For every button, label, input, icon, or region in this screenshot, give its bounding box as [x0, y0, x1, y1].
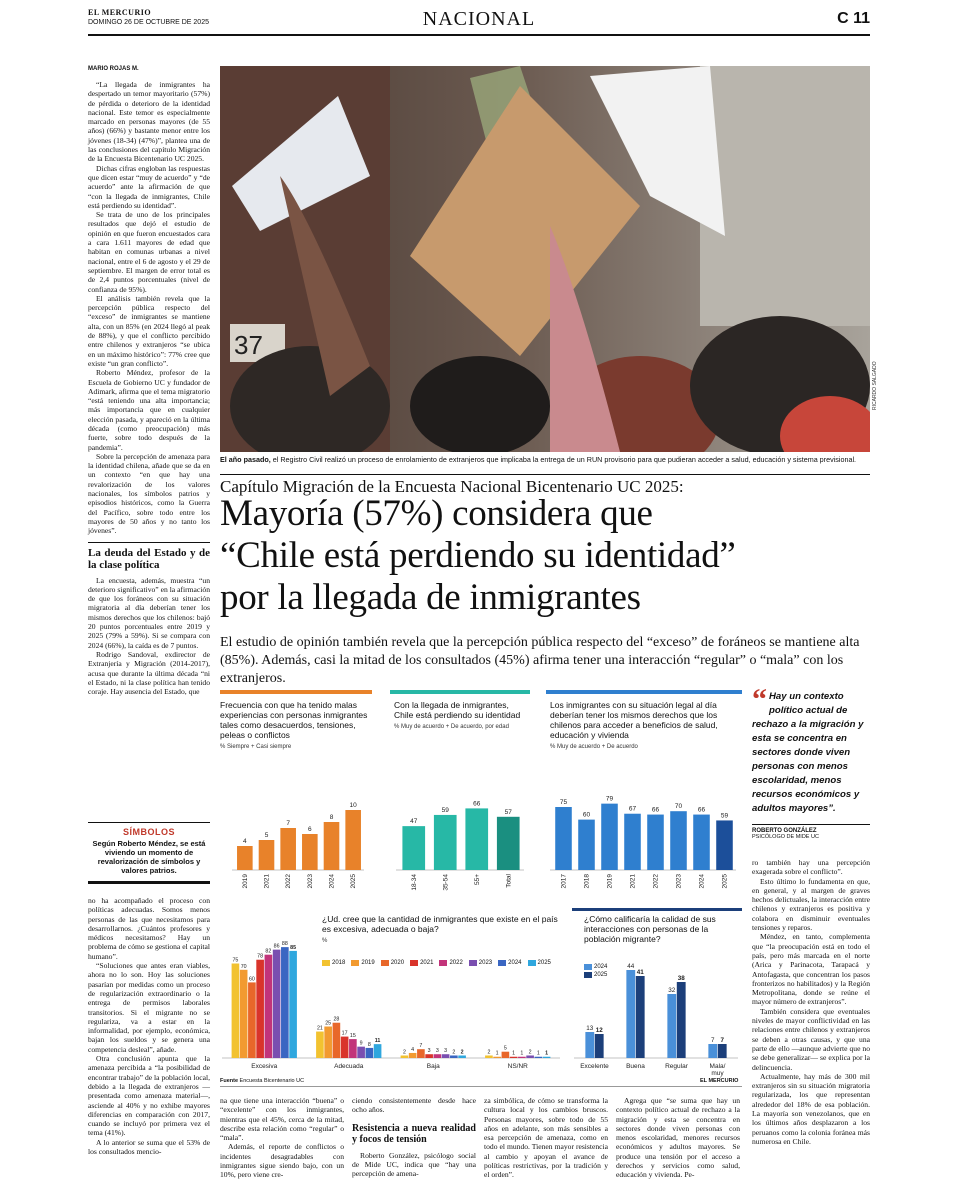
data-label: 15	[349, 1033, 356, 1040]
data-label: 21	[316, 1025, 323, 1032]
bar	[502, 1052, 510, 1058]
pull-quote-author: ROBERTO GONZÁLEZ	[752, 824, 870, 834]
data-label: 32	[668, 987, 676, 994]
bar	[425, 1054, 433, 1058]
source-publisher: EL MERCURIO	[700, 1078, 739, 1084]
bar	[555, 807, 572, 870]
data-label: 4	[411, 1046, 415, 1053]
bar	[624, 814, 641, 870]
bar	[510, 1057, 518, 1058]
category-label: Regular	[665, 1063, 688, 1070]
tick-label: Total	[505, 874, 513, 888]
section-title: NACIONAL	[422, 8, 536, 30]
legend-label: 2021	[420, 960, 434, 966]
bar	[718, 1044, 727, 1058]
paragraph: ciendo consistentemente desde hace ocho años.	[352, 1096, 476, 1115]
data-label: 79	[605, 795, 614, 803]
data-label: 85	[290, 944, 297, 951]
bar	[280, 828, 296, 870]
data-label: 67	[628, 805, 637, 813]
chart-title: Los inmigrantes con su situación legal al día deberían tener los mismos derechos que los chilenos para acceder a beneficios de salud, educación y vivienda	[550, 700, 718, 740]
bar	[526, 1055, 534, 1058]
paragraph: Además, el reporte de conflictos o incidentes desagradables con inmigrantes sigue siendo bajo, con un 10%, pero viene cre-	[220, 1142, 344, 1180]
tick-label: 2021	[629, 874, 637, 889]
bar	[485, 1055, 493, 1058]
bar	[366, 1048, 374, 1058]
right-column-body	[752, 858, 870, 1146]
bar	[248, 982, 256, 1058]
left-column-continued	[88, 896, 210, 1156]
headline-kicker: Capítulo Migración de la Encuesta Nacional Bicentenario UC 2025:	[220, 474, 870, 497]
simbolos-text: Según Roberto Méndez, se está viviendo un momento de revalorización de símbolos y valores patrios.	[92, 839, 206, 875]
paragraph: na que tiene una interacción “buena” o “excelente” con los inmigrantes, mientras que el 45%, cerca de la mitad, describe esta relación como “regular” o “mala”.	[220, 1096, 344, 1143]
data-label: 1	[520, 1050, 524, 1057]
legend-label: 2023	[478, 960, 493, 966]
data-label: 88	[281, 941, 288, 948]
bar	[535, 1057, 543, 1058]
chart-subtitle: % Muy de acuerdo + De acuerdo	[550, 744, 638, 750]
data-label: 3	[427, 1048, 431, 1055]
legend-label: 2018	[332, 960, 346, 966]
bar	[716, 820, 733, 870]
chart-source	[220, 1078, 740, 1084]
deck: El estudio de opinión también revela que la percepción pública respecto del “exceso” de foráneos se mantiene alta (85%). Además, casi la mitad de los consultados (45%) afirma tener una interacción “regular” o “mala” con los extranjeros.	[220, 635, 860, 686]
category-label: Excesiva	[251, 1063, 278, 1070]
data-label: 41	[636, 969, 644, 976]
caption-text: el Registro Civil realizó un proceso de enrolamiento de extranjeros que implicaba la entrega de un RUN provisorio para que pudieran acceder a salud, educación y sistema previsional.	[270, 455, 857, 464]
tick-label: 2023	[306, 874, 314, 889]
source-text: Encuesta Bicentenario UC	[238, 1078, 305, 1084]
paragraph: Se trata de uno de los principales resultados que dejó el estudio de opinión en que fueron encuestados cara a cara 1.611 mayores de edad que habitan en comunas urbanas a nivel nacional, entre el 6 de agosto y el 29 de septiembre. El margen de error total es de 2,4 puntos porcentuales (nivel de confianza de 95%).	[88, 210, 210, 294]
bar	[402, 826, 425, 870]
data-label: 66	[697, 806, 706, 814]
data-label: 47	[410, 818, 418, 826]
bar	[518, 1057, 526, 1058]
bar	[708, 1044, 717, 1058]
bar	[434, 1054, 442, 1058]
bar	[401, 1055, 409, 1058]
bar	[677, 982, 686, 1058]
data-label: 66	[473, 800, 481, 808]
quote-mark-icon: “	[752, 683, 767, 716]
paragraph: Sobre la percepción de amenaza para la identidad chilena, añade que se da en un contexto “en que hay una revalorización de los valores nacionales, los símbolos patrios y episodios históricos, como la Guerra del Pacífico, sobre todo entre los mayores de 50 años y no tanto los jóvenes”.	[88, 451, 210, 536]
chart-4-plot	[572, 928, 742, 1078]
news-photo	[220, 66, 870, 452]
category-label	[710, 1063, 726, 1078]
data-label: 3	[444, 1048, 448, 1055]
bar	[543, 1057, 551, 1058]
data-label: 70	[240, 963, 247, 970]
data-label: 86	[273, 943, 280, 950]
bar	[601, 804, 618, 870]
paragraph: Otra conclusión apunta que la amenaza percibida a “la posibilidad de encontrar trabajo” de la población local, debido a la llegada de extranjeros —presentada como amenaza material—, asciende al 40% y no exhibe mayores diferencias en comparación con 2017, cuando se incluyó por primera vez el tema (41%).	[88, 1054, 210, 1138]
body-column-2	[352, 1096, 476, 1178]
paragraph: no ha acompañado el proceso con políticas adecuadas. Somos menos personas de las que necesitamos para desarrollarnos. ¿Cuántos profesores y médicos necesitamos? Hay un problema de cómo se gestiona el capital humano”.	[88, 896, 210, 961]
paragraph: Roberto Méndez, profesor de la Escuela de Gobierno UC y fundador de Adimark, afirma que el tema migratorio “está teniendo una alta importancia; más importancia que en cualquier elección pasada, y apareció en la última década (como preocupación) más fuerte, sobre todo después de la pandemia”.	[88, 368, 210, 452]
paragraph: Agrega que “se suma que hay un contexto político actual de rechazo a la migración y esta se concentra en sectores donde viven personas con menos escolaridad, menores recursos económicos y adultos mayores. Se produce una tensión por el acceso a derechos y servicios como salud, educación y vivienda. Pe-	[616, 1096, 740, 1180]
simbolos-box	[88, 822, 210, 884]
bar	[458, 1055, 466, 1058]
data-label: 25	[325, 1020, 332, 1027]
bar	[273, 950, 281, 1058]
data-label: 66	[651, 806, 660, 814]
headline	[220, 493, 870, 619]
bar	[289, 951, 297, 1058]
bar	[497, 817, 520, 870]
legend-label: 2025	[594, 972, 608, 978]
category-label-line: muy	[711, 1070, 724, 1077]
publication-name: EL MERCURIO	[88, 8, 152, 17]
legend-label: 2020	[390, 960, 405, 966]
data-label: 2	[528, 1049, 532, 1056]
chart-malas-experiencias	[220, 690, 372, 900]
tick-label: 35-54	[442, 874, 450, 891]
photo-caption	[220, 455, 870, 464]
data-label: 75	[232, 957, 239, 964]
section-subhead: La deuda del Estado y de la clase política	[88, 542, 210, 571]
data-label: 60	[248, 976, 255, 983]
data-label: 11	[374, 1038, 381, 1045]
category-label: Baja	[426, 1063, 440, 1070]
tick-label: 2022	[652, 874, 660, 889]
chart-title: Con la llegada de inmigrantes, Chile está perdiendo su identidad	[394, 700, 521, 720]
tick-label: 55+	[473, 874, 481, 886]
chart-rule	[572, 908, 742, 911]
headline-line: Mayoría (57%) considera que	[220, 493, 653, 534]
bar	[636, 976, 645, 1058]
chart-0-plot	[220, 778, 372, 900]
bar	[324, 1027, 332, 1059]
body-column-3	[484, 1096, 608, 1180]
data-label: 2	[460, 1049, 464, 1056]
bar	[578, 820, 595, 870]
divider	[220, 1086, 742, 1087]
bar	[240, 970, 248, 1058]
chart-subtitle: % Siempre + Casi siempre	[220, 744, 292, 750]
tick-label: 2018	[583, 874, 591, 889]
pull-quote	[752, 683, 870, 840]
source-label: Fuente	[220, 1078, 239, 1084]
paragraph: Esto último lo fundamenta en que, en general, y al margen de graves hechos delictuales, la interacción entre chilenos y extranjeros es positiva y colabora en disminuir eventuales tensiones y reparos.	[752, 876, 870, 933]
data-label: 1	[512, 1050, 516, 1057]
data-label: 82	[265, 948, 272, 955]
masthead	[88, 6, 870, 36]
paragraph: za simbólica, de cómo se transforma la cultura local y los cambios bruscos. Personas mayores, sobre todo de 55 años en adelante, son más sensibles a esa percepción de amenaza, como en todo el mundo. Tienen mayor resistencia al cambio y apoyan el avance de políticas restrictivas, por la tradición y el orden”.	[484, 1096, 608, 1180]
tick-label: 2024	[328, 874, 336, 889]
paragraph: ro también hay una percepción exagerada sobre el conflicto”.	[752, 858, 870, 877]
data-label: 1	[536, 1050, 540, 1057]
simbolos-kicker: SÍMBOLOS	[122, 827, 175, 837]
data-label: 60	[582, 811, 591, 819]
paragraph: Rodrigo Sandoval, exdirector de Extranjería y Migración (2014-2017), acusa que durante la última década “ni el Estado, ni la clase política han tenido coraje. Hay ausencia del Estado, que	[88, 649, 210, 697]
chart-subtitle: %	[322, 938, 328, 944]
data-label: 7	[419, 1043, 423, 1050]
data-label: 9	[359, 1040, 363, 1047]
data-label: 28	[333, 1016, 340, 1023]
chart-title: Frecuencia con que ha tenido malas experiencias con personas inmigrantes tales como desacuerdos, tensiones, peleas o conflictos	[220, 700, 368, 740]
paragraph: El análisis también revela que la percepción pública respecto del “exceso” de inmigrantes se mantiene alta, con un 85% (en 2024 llegó al peak de 88%), y que el conflicto percibido entre chilenos y extranjeros “se ubica en un máximo histórico”: 77% cree que existe “un gran conflicto”.	[88, 293, 210, 368]
paragraph: Actualmente, hay más de 300 mil extranjeros sin su situación migratoria regularizada, los que representan alrededor del 18% de esa población. La mayoría son venezolanos, que en los últimos años desplazaron a los peruanos como la colonia foránea más numerosa en Chile.	[752, 1071, 870, 1146]
page-number: C 11	[837, 10, 870, 27]
tick-label: 2019	[241, 874, 249, 889]
chart-title: ¿Cómo calificaría la calidad de sus interacciones con personas de la población migrante?	[584, 914, 716, 944]
paragraph: La encuesta, además, muestra “un deterioro significativo” en la afirmación de que los foráneos con su situación migratoria al día deberían tener los mismos derechos que los chilenos: bajó 20 puntos porcentuales entre 2019 y 2025 (79% a 59%). Si se compara con 2024 (66%), la caída es de 7 puntos.	[88, 575, 210, 650]
data-label: 75	[559, 799, 568, 806]
byline: MARIO ROJAS M.	[88, 66, 139, 72]
category-label: Excelente	[580, 1063, 609, 1070]
bar	[450, 1055, 458, 1058]
data-label: 44	[627, 963, 635, 970]
chart-1-plot	[390, 778, 530, 900]
data-label: 2	[487, 1049, 491, 1056]
bar	[345, 810, 361, 870]
publication-date: DOMINGO 26 DE OCTUBRE DE 2025	[88, 19, 209, 26]
paragraph: A lo anterior se suma que el 53% de los consultados mencio-	[88, 1137, 210, 1157]
bar	[585, 1032, 594, 1058]
legend-label: 2022	[449, 960, 463, 966]
legend-label: 2024	[594, 964, 608, 970]
tick-label: 2024	[698, 874, 706, 889]
chart-title: ¿Ud. cree que la cantidad de inmigrantes que existe en el país es excesiva, adecuada o baja?	[322, 914, 558, 934]
data-label: 8	[329, 814, 334, 821]
data-label: 38	[677, 975, 685, 982]
data-label: 57	[504, 808, 512, 816]
data-label: 2	[452, 1049, 456, 1056]
bar	[465, 808, 488, 870]
body-column-1	[220, 1096, 344, 1180]
house-number-sign: 37	[234, 330, 263, 360]
chart-rule	[546, 690, 742, 694]
crowd-photo-illustration	[220, 66, 870, 452]
pull-quote-role: PSICÓLOGO DE MIDE UC	[752, 834, 819, 840]
data-label: 10	[349, 802, 357, 809]
chart-2-plot	[546, 778, 742, 900]
paragraph: “Soluciones que antes eran viables, ahora no lo son. Hoy las soluciones pasarían por medidas como un proceso de regularización extraordinario o la entrega de permisos laborales transitorios. Si el migrante no se regulariza, va a estar en la informalidad, por ejemplo, económica, bajan los sueldos y se genera una competencia desleal”, añade.	[88, 961, 210, 1054]
pull-quote-text: Hay un contexto político actual de rechazo a la migración y esta se concentra en sectores donde viven personas con menos escolaridad, menos recursos económicos y adultos mayores”.	[752, 691, 864, 814]
paragraph: Méndez, en tanto, complementa que “la preocupación está en todo el país, pero más marcada en el norte (Arica y Parinacota, Tarapacá y Antofagasta, que concentran los pasos fronterizos no habilitados) y la Región Metropolitana, donde se reúne el mayor número de extranjeros”.	[752, 932, 870, 1007]
category-label: NS/NR	[507, 1063, 528, 1070]
bar	[237, 846, 253, 870]
data-label: 7	[711, 1037, 715, 1044]
bar	[324, 822, 340, 870]
data-label: 70	[674, 803, 683, 811]
bar	[442, 1054, 450, 1058]
data-label: 1	[495, 1050, 499, 1057]
data-label: 1	[545, 1050, 549, 1057]
data-label: 17	[341, 1030, 348, 1037]
bar	[265, 955, 273, 1058]
bar	[493, 1057, 501, 1058]
bar	[316, 1032, 324, 1058]
bar	[281, 947, 289, 1058]
category-label-line: Mala/	[709, 1063, 726, 1070]
bar	[256, 960, 264, 1058]
tick-label: 2021	[263, 874, 271, 889]
tick-label: 18-34	[410, 874, 418, 891]
bar	[670, 811, 687, 870]
paragraph: “La llegada de inmigrantes ha despertado un temor mayoritario (57%) de pérdida o deterioro de la identidad nacional. Este temor es especialmente marcado en personas mayores (de 55 años) (66%) y bastante menor entre los jóvenes (18-34) (47%)”, plantea una de las conclusiones del capítulo Migración de la Encuesta Bicentenario UC 2025.	[88, 80, 210, 164]
tick-label: 2025	[721, 874, 729, 889]
bar	[333, 1023, 341, 1058]
data-label: 12	[595, 1027, 603, 1034]
headline-line: “Chile está perdiendo su identidad”	[220, 535, 736, 576]
category-label: Adecuada	[334, 1063, 364, 1070]
data-label: 8	[367, 1041, 371, 1048]
data-label: 7	[286, 820, 290, 827]
data-label: 7	[720, 1037, 724, 1044]
bar	[259, 840, 275, 870]
photo-credit: RICARDO SALGADO	[872, 361, 878, 410]
bar	[667, 994, 676, 1058]
chart-calidad-interacciones	[572, 908, 742, 1078]
bar	[647, 815, 664, 870]
data-label: 4	[243, 838, 247, 845]
chart-identidad	[390, 690, 530, 900]
bar	[302, 834, 318, 870]
chart-rule	[390, 690, 530, 694]
tick-label: 2017	[560, 874, 568, 889]
tick-label: 2023	[675, 874, 683, 889]
chart-cantidad-inmigrantes	[220, 908, 562, 1078]
category-label: Buena	[626, 1063, 645, 1070]
headline-line: por la llegada de inmigrantes	[220, 577, 641, 618]
data-label: 5	[503, 1045, 507, 1052]
paragraph: Roberto González, psicólogo social de Mide UC, indica que “hay una percepción de amena-	[352, 1150, 476, 1179]
bar	[349, 1039, 357, 1058]
chart-derechos	[546, 690, 742, 900]
bar	[626, 970, 635, 1058]
legend-label: 2019	[361, 960, 375, 966]
chart-3-plot	[220, 928, 562, 1078]
data-label: 2	[402, 1049, 406, 1056]
bar	[409, 1053, 417, 1058]
bar	[595, 1034, 604, 1058]
data-label: 6	[308, 826, 312, 833]
chart-subtitle: % Muy de acuerdo + De acuerdo, por edad	[394, 724, 509, 730]
bar	[693, 815, 710, 870]
legend-label: 2024	[508, 960, 522, 966]
bar	[434, 815, 457, 870]
tick-label: 2025	[350, 874, 358, 889]
bar	[341, 1037, 349, 1058]
tick-label: 2019	[606, 874, 614, 889]
data-label: 59	[441, 806, 449, 814]
caption-lead: El año pasado,	[220, 455, 271, 464]
tick-label: 2022	[285, 874, 293, 889]
body-column-4	[616, 1096, 740, 1180]
data-label: 78	[257, 953, 264, 960]
legend-label: 2025	[537, 960, 551, 966]
left-column-body	[88, 80, 210, 696]
paragraph: Dichas cifras engloban las respuestas que dicen estar “muy de acuerdo” y “de acuerdo” ante la afirmación de que “con la llegada de inmigrantes, Chile está perdiendo su identidad”.	[88, 163, 210, 210]
data-label: 13	[586, 1025, 594, 1032]
bar	[232, 964, 240, 1059]
data-label: 59	[720, 812, 729, 820]
bar	[417, 1049, 425, 1058]
paragraph: También considera que eventuales niveles de mayor conflictividad en las relaciones entre chilenos y extranjeros se deben a otras causas, y que una parte de ello —aunque advierte que no se debe generalizar— se explica por la delincuencia.	[752, 1006, 870, 1072]
bar	[357, 1047, 365, 1058]
section-subhead: Resistencia a nueva realidad y focos de tensión	[352, 1122, 476, 1145]
data-label: 5	[264, 832, 269, 839]
data-label: 3	[435, 1048, 439, 1055]
chart-rule	[220, 690, 372, 694]
bar	[374, 1044, 382, 1058]
